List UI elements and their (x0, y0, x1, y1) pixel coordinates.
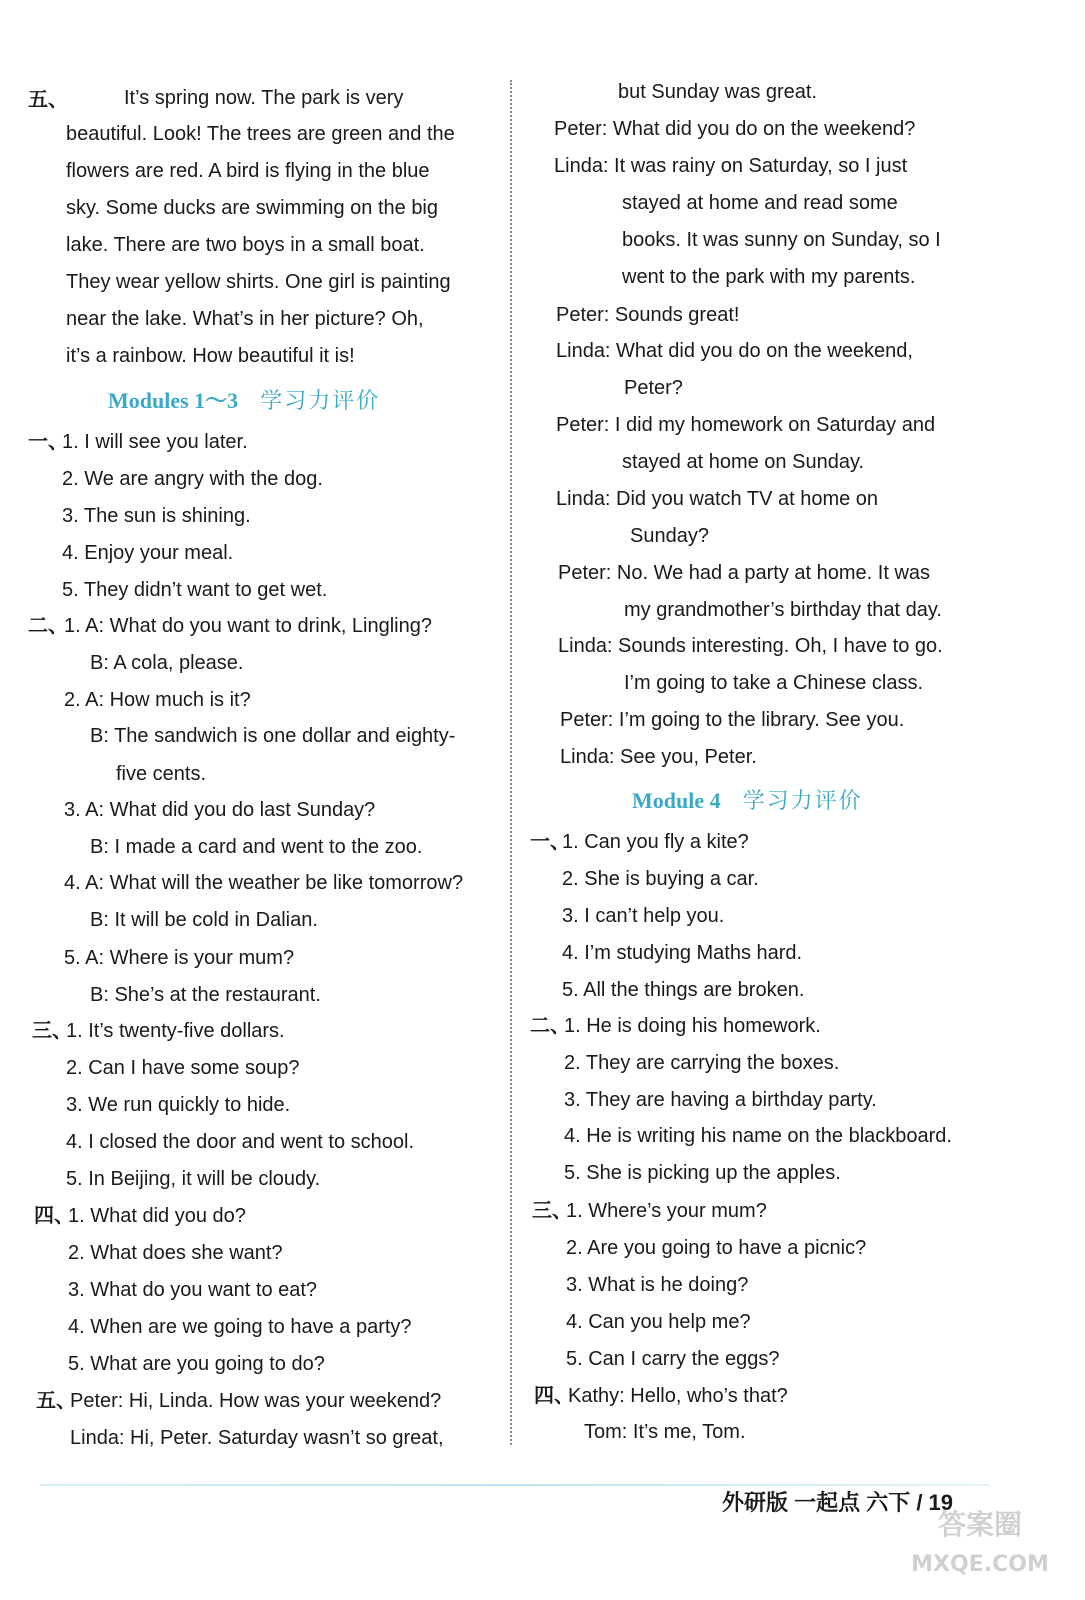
section-marker: 三、 (532, 1200, 572, 1222)
page-footer: 外研版 一起点 六下 / 19 (722, 1490, 954, 1515)
section-marker: 四、 (534, 1385, 574, 1407)
answer-item: 2. She is buying a car. (562, 868, 759, 890)
passage-line: flowers are red. A bird is flying in the blue (66, 160, 430, 182)
answer-item: 5. What are you going to do? (68, 1353, 325, 1375)
dialog-line: Linda: Did you watch TV at home on (556, 488, 879, 510)
dialog-line: Linda: See you, Peter. (560, 746, 757, 768)
watermark-url: MXQE.COM (911, 1552, 1049, 1577)
dialog-line: Peter: Hi, Linda. How was your weekend? (70, 1390, 442, 1412)
dialog-line: went to the park with my parents. (622, 266, 916, 288)
dialog-line: Peter: No. We had a party at home. It was (558, 562, 931, 584)
answer-item: 1. I will see you later. (62, 431, 248, 453)
answer-item: 4. Can you help me? (566, 1311, 751, 1333)
answer-item: 2. Can I have some soup? (66, 1057, 300, 1079)
answer-item: 3. I can’t help you. (562, 905, 725, 927)
dialog-line: B: A cola, please. (90, 652, 244, 674)
answer-item: 3. They are having a birthday party. (564, 1089, 877, 1111)
answer-item: 1. He is doing his homework. (564, 1015, 821, 1037)
passage-line: They wear yellow shirts. One girl is painting (66, 271, 451, 293)
module-title: Modules 1～3 (108, 388, 239, 413)
section-marker: 一、 (530, 831, 570, 853)
answer-item: 3. The sun is shining. (62, 505, 251, 527)
dialog-line: Linda: What did you do on the weekend, (556, 340, 913, 362)
answer-item: 2. What does she want? (68, 1242, 283, 1264)
passage-line: lake. There are two boys in a small boat. (66, 234, 425, 256)
section-marker: 二、 (530, 1015, 570, 1037)
dialog-line: Sunday? (630, 525, 709, 547)
answer-item: 4. He is writing his name on the blackboard. (564, 1125, 952, 1147)
answer-item: 2. We are angry with the dog. (62, 468, 323, 490)
dialog-line: B: The sandwich is one dollar and eighty- (90, 725, 456, 747)
answer-item: 3. What is he doing? (566, 1274, 749, 1296)
dialog-line: Linda: It was rainy on Saturday, so I just (554, 155, 908, 177)
watermark-logo (885, 1505, 1075, 1595)
dialog-line: my grandmother’s birthday that day. (624, 599, 942, 621)
passage-line: sky. Some ducks are swimming on the big (66, 197, 439, 219)
dialog-line: B: I made a card and went to the zoo. (90, 836, 423, 858)
dialog-line: B: She’s at the restaurant. (90, 984, 321, 1006)
dialog-line: 2. A: How much is it? (64, 689, 251, 711)
dialog-line: Tom: It’s me, Tom. (584, 1421, 746, 1443)
passage-line: it’s a rainbow. How beautiful it is! (66, 345, 355, 367)
dialog-line: books. It was sunny on Sunday, so I (622, 229, 941, 251)
dialog-line: Kathy: Hello, who’s that? (568, 1385, 788, 1407)
dialog-line: Linda: Sounds interesting. Oh, I have to go. (558, 635, 943, 657)
answer-item: 4. I closed the door and went to school. (66, 1131, 414, 1153)
dialog-line: Peter: What did you do on the weekend? (554, 118, 916, 140)
dialog-line: 3. A: What did you do last Sunday? (64, 799, 376, 821)
answer-item: 4. Enjoy your meal. (62, 542, 234, 564)
answer-item: 5. Can I carry the eggs? (566, 1348, 780, 1370)
answer-item: 4. When are we going to have a party? (68, 1316, 412, 1338)
dialog-line: stayed at home and read some (622, 192, 898, 214)
answer-item: 4. I’m studying Maths hard. (562, 942, 803, 964)
answer-item: 3. What do you want to eat? (68, 1279, 318, 1301)
module-heading (632, 784, 863, 815)
section-marker: 五、 (28, 89, 68, 111)
module-heading (108, 384, 380, 415)
dialog-line: Linda: Hi, Peter. Saturday wasn’t so great, (70, 1427, 444, 1449)
dialog-line: but Sunday was great. (618, 81, 818, 103)
answer-item: 2. Are you going to have a picnic? (566, 1237, 867, 1259)
dialog-line: Peter: I’m going to the library. See you. (560, 709, 905, 731)
module-subtitle: 学习力评价 (260, 388, 381, 413)
answer-item: 1. Where’s your mum? (566, 1200, 767, 1222)
module-title: Module 4 (632, 788, 721, 813)
answer-item: 5. In Beijing, it will be cloudy. (66, 1168, 321, 1190)
dialog-line: Peter: I did my homework on Saturday and (556, 414, 936, 436)
dialog-line: B: It will be cold in Dalian. (90, 909, 318, 931)
module-subtitle: 学习力评价 (742, 788, 863, 813)
passage-line: near the lake. What’s in her picture? Oh, (66, 308, 424, 330)
answer-item: 3. We run quickly to hide. (66, 1094, 291, 1116)
dialog-line: five cents. (116, 763, 207, 785)
answer-item: 1. It’s twenty-five dollars. (66, 1020, 285, 1042)
section-marker: 二、 (28, 615, 68, 637)
answer-item: 5. All the things are broken. (562, 979, 805, 1001)
dialog-line: stayed at home on Sunday. (622, 451, 865, 473)
dialog-line: I’m going to take a Chinese class. (624, 672, 924, 694)
answer-item: 2. They are carrying the boxes. (564, 1052, 840, 1074)
dialog-line: Peter: Sounds great! (556, 304, 740, 326)
answer-item: 5. They didn’t want to get wet. (62, 579, 328, 601)
passage-line: beautiful. Look! The trees are green and the (66, 123, 455, 145)
section-marker: 一、 (28, 431, 68, 453)
dialog-line: 1. A: What do you want to drink, Lingling? (64, 615, 432, 637)
column-divider (510, 80, 512, 1445)
dialog-line: 5. A: Where is your mum? (64, 947, 295, 969)
dialog-line: 4. A: What will the weather be like tomorrow? (64, 872, 464, 894)
section-marker: 三、 (32, 1020, 72, 1042)
answer-item: 1. What did you do? (68, 1205, 246, 1227)
answer-item: 5. She is picking up the apples. (564, 1162, 841, 1184)
passage-line: It’s spring now. The park is very (124, 87, 404, 109)
answer-item: 1. Can you fly a kite? (562, 831, 749, 853)
dialog-line: Peter? (624, 377, 683, 399)
watermark-text: 答案圈 (937, 1508, 1022, 1541)
section-marker: 五、 (36, 1390, 76, 1412)
section-marker: 四、 (34, 1205, 74, 1227)
